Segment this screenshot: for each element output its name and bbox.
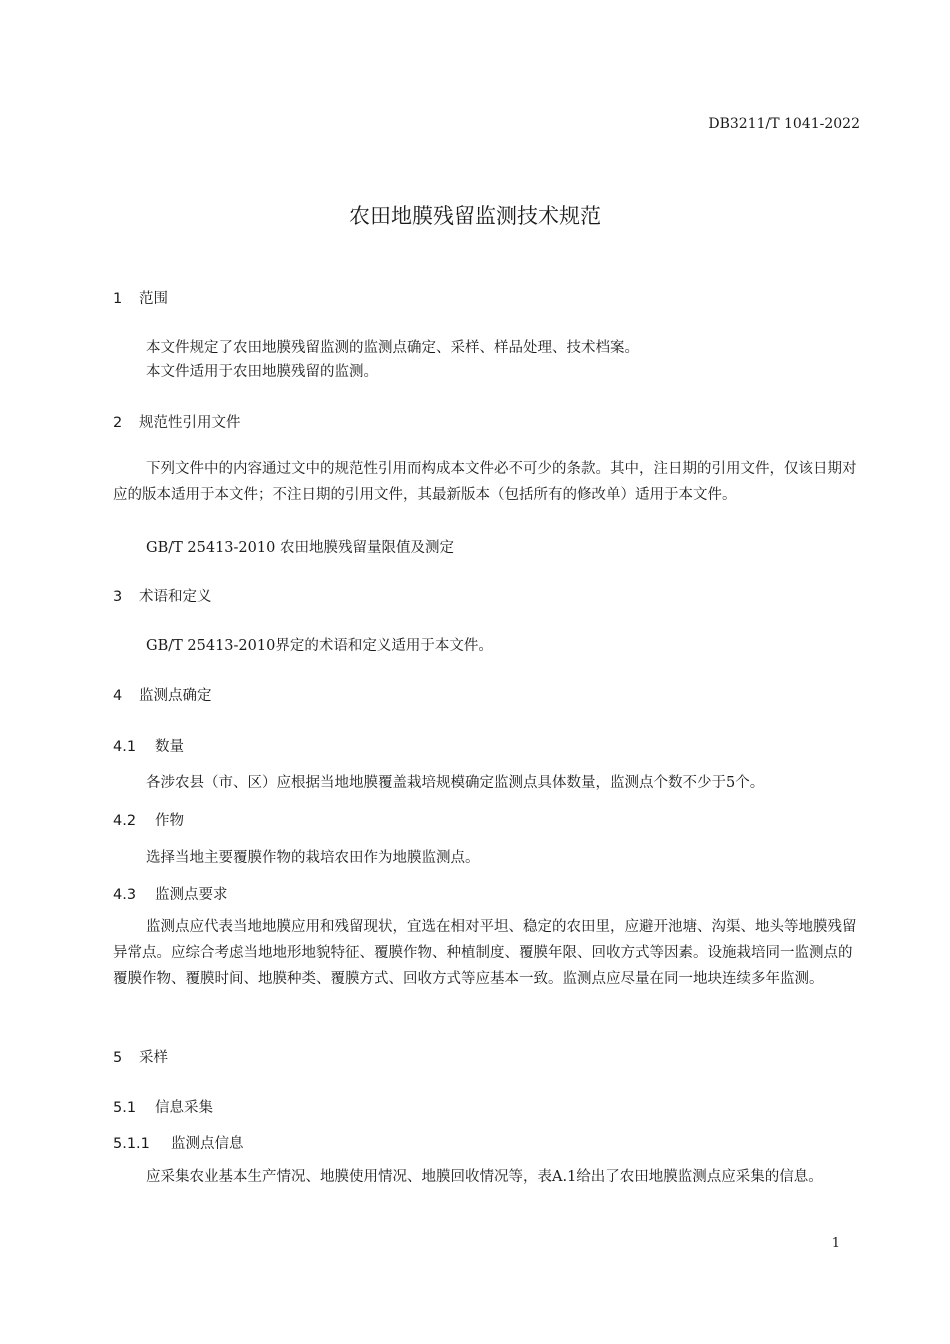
section-4-1-paragraph: 各涉农县（市、区）应根据当地地膜覆盖栽培规模确定监测点具体数量，监测点个数不少于5个。 <box>146 775 765 791</box>
section-number: 5.1 <box>113 1100 137 1116</box>
section-title: 监测点信息 <box>171 1136 244 1152</box>
document-title: 农田地膜残留监测技术规范 <box>349 204 601 228</box>
section-number: 4.3 <box>113 887 137 903</box>
section-4-3-paragraph: 监测点应代表当地地膜应用和残留现状，宜选在相对平坦、稳定的农田里，应避开池塘、沟渠、地头等地膜残留异常点。应综合考虑当地地形地貌特征、覆膜作物、种植制度、覆膜年限、回收方式等因素。设施栽培同一监测点的覆膜作物、覆膜时间、地膜种类、覆膜方式、回收方式等应基本一致。监测点应尽量在同一地块连续多年监测。 <box>113 919 857 987</box>
section-1-paragraph-1: 本文件规定了农田地膜残留监测的监测点确定、采样、样品处理、技术档案。 <box>146 340 639 356</box>
section-title: 采样 <box>139 1050 168 1066</box>
normative-reference: GB/T 25413-2010 农田地膜残留量限值及测定 <box>146 540 454 556</box>
section-number: 4.2 <box>113 813 137 829</box>
section-4-1-heading <box>113 735 184 756</box>
section-2-paragraph: 下列文件中的内容通过文中的规范性引用而构成本文件必不可少的条款。其中，注日期的引用文件，仅该日期对应的版本适用于本文件；不注日期的引用文件，其最新版本（包括所有的修改单）适用于本文件。 <box>113 461 857 503</box>
section-title: 信息采集 <box>155 1100 213 1116</box>
section-title: 作物 <box>155 813 184 829</box>
section-4-heading <box>113 684 212 705</box>
section-number: 5.1.1 <box>113 1136 150 1152</box>
section-title: 范围 <box>139 291 168 307</box>
section-3-heading <box>113 585 212 606</box>
page-number: 1 <box>831 1236 840 1251</box>
section-number: 1 <box>113 291 123 307</box>
section-5-1-1-paragraph: 应采集农业基本生产情况、地膜使用情况、地膜回收情况等，表A.1给出了农田地膜监测点应采集的信息。 <box>146 1169 823 1185</box>
section-5-1-1-heading <box>113 1132 244 1153</box>
section-5-heading <box>113 1046 168 1067</box>
document-code: DB3211/T 1041-2022 <box>708 116 860 132</box>
section-title: 术语和定义 <box>139 589 212 605</box>
section-title: 规范性引用文件 <box>139 415 241 431</box>
section-title: 监测点要求 <box>155 887 228 903</box>
section-number: 3 <box>113 589 123 605</box>
section-2-heading <box>113 411 241 432</box>
section-number: 4.1 <box>113 739 137 755</box>
section-title: 数量 <box>155 739 184 755</box>
section-number: 5 <box>113 1050 123 1066</box>
section-number: 4 <box>113 688 123 704</box>
section-1-paragraph-2: 本文件适用于农田地膜残留的监测。 <box>146 364 378 380</box>
section-number: 2 <box>113 415 123 431</box>
section-title: 监测点确定 <box>139 688 212 704</box>
section-5-1-heading <box>113 1096 213 1117</box>
section-4-2-heading <box>113 809 184 830</box>
section-4-2-paragraph: 选择当地主要覆膜作物的栽培农田作为地膜监测点。 <box>146 850 480 866</box>
section-3-paragraph: GB/T 25413-2010界定的术语和定义适用于本文件。 <box>146 638 493 654</box>
section-1-heading <box>113 287 168 308</box>
section-4-3-heading <box>113 883 228 904</box>
